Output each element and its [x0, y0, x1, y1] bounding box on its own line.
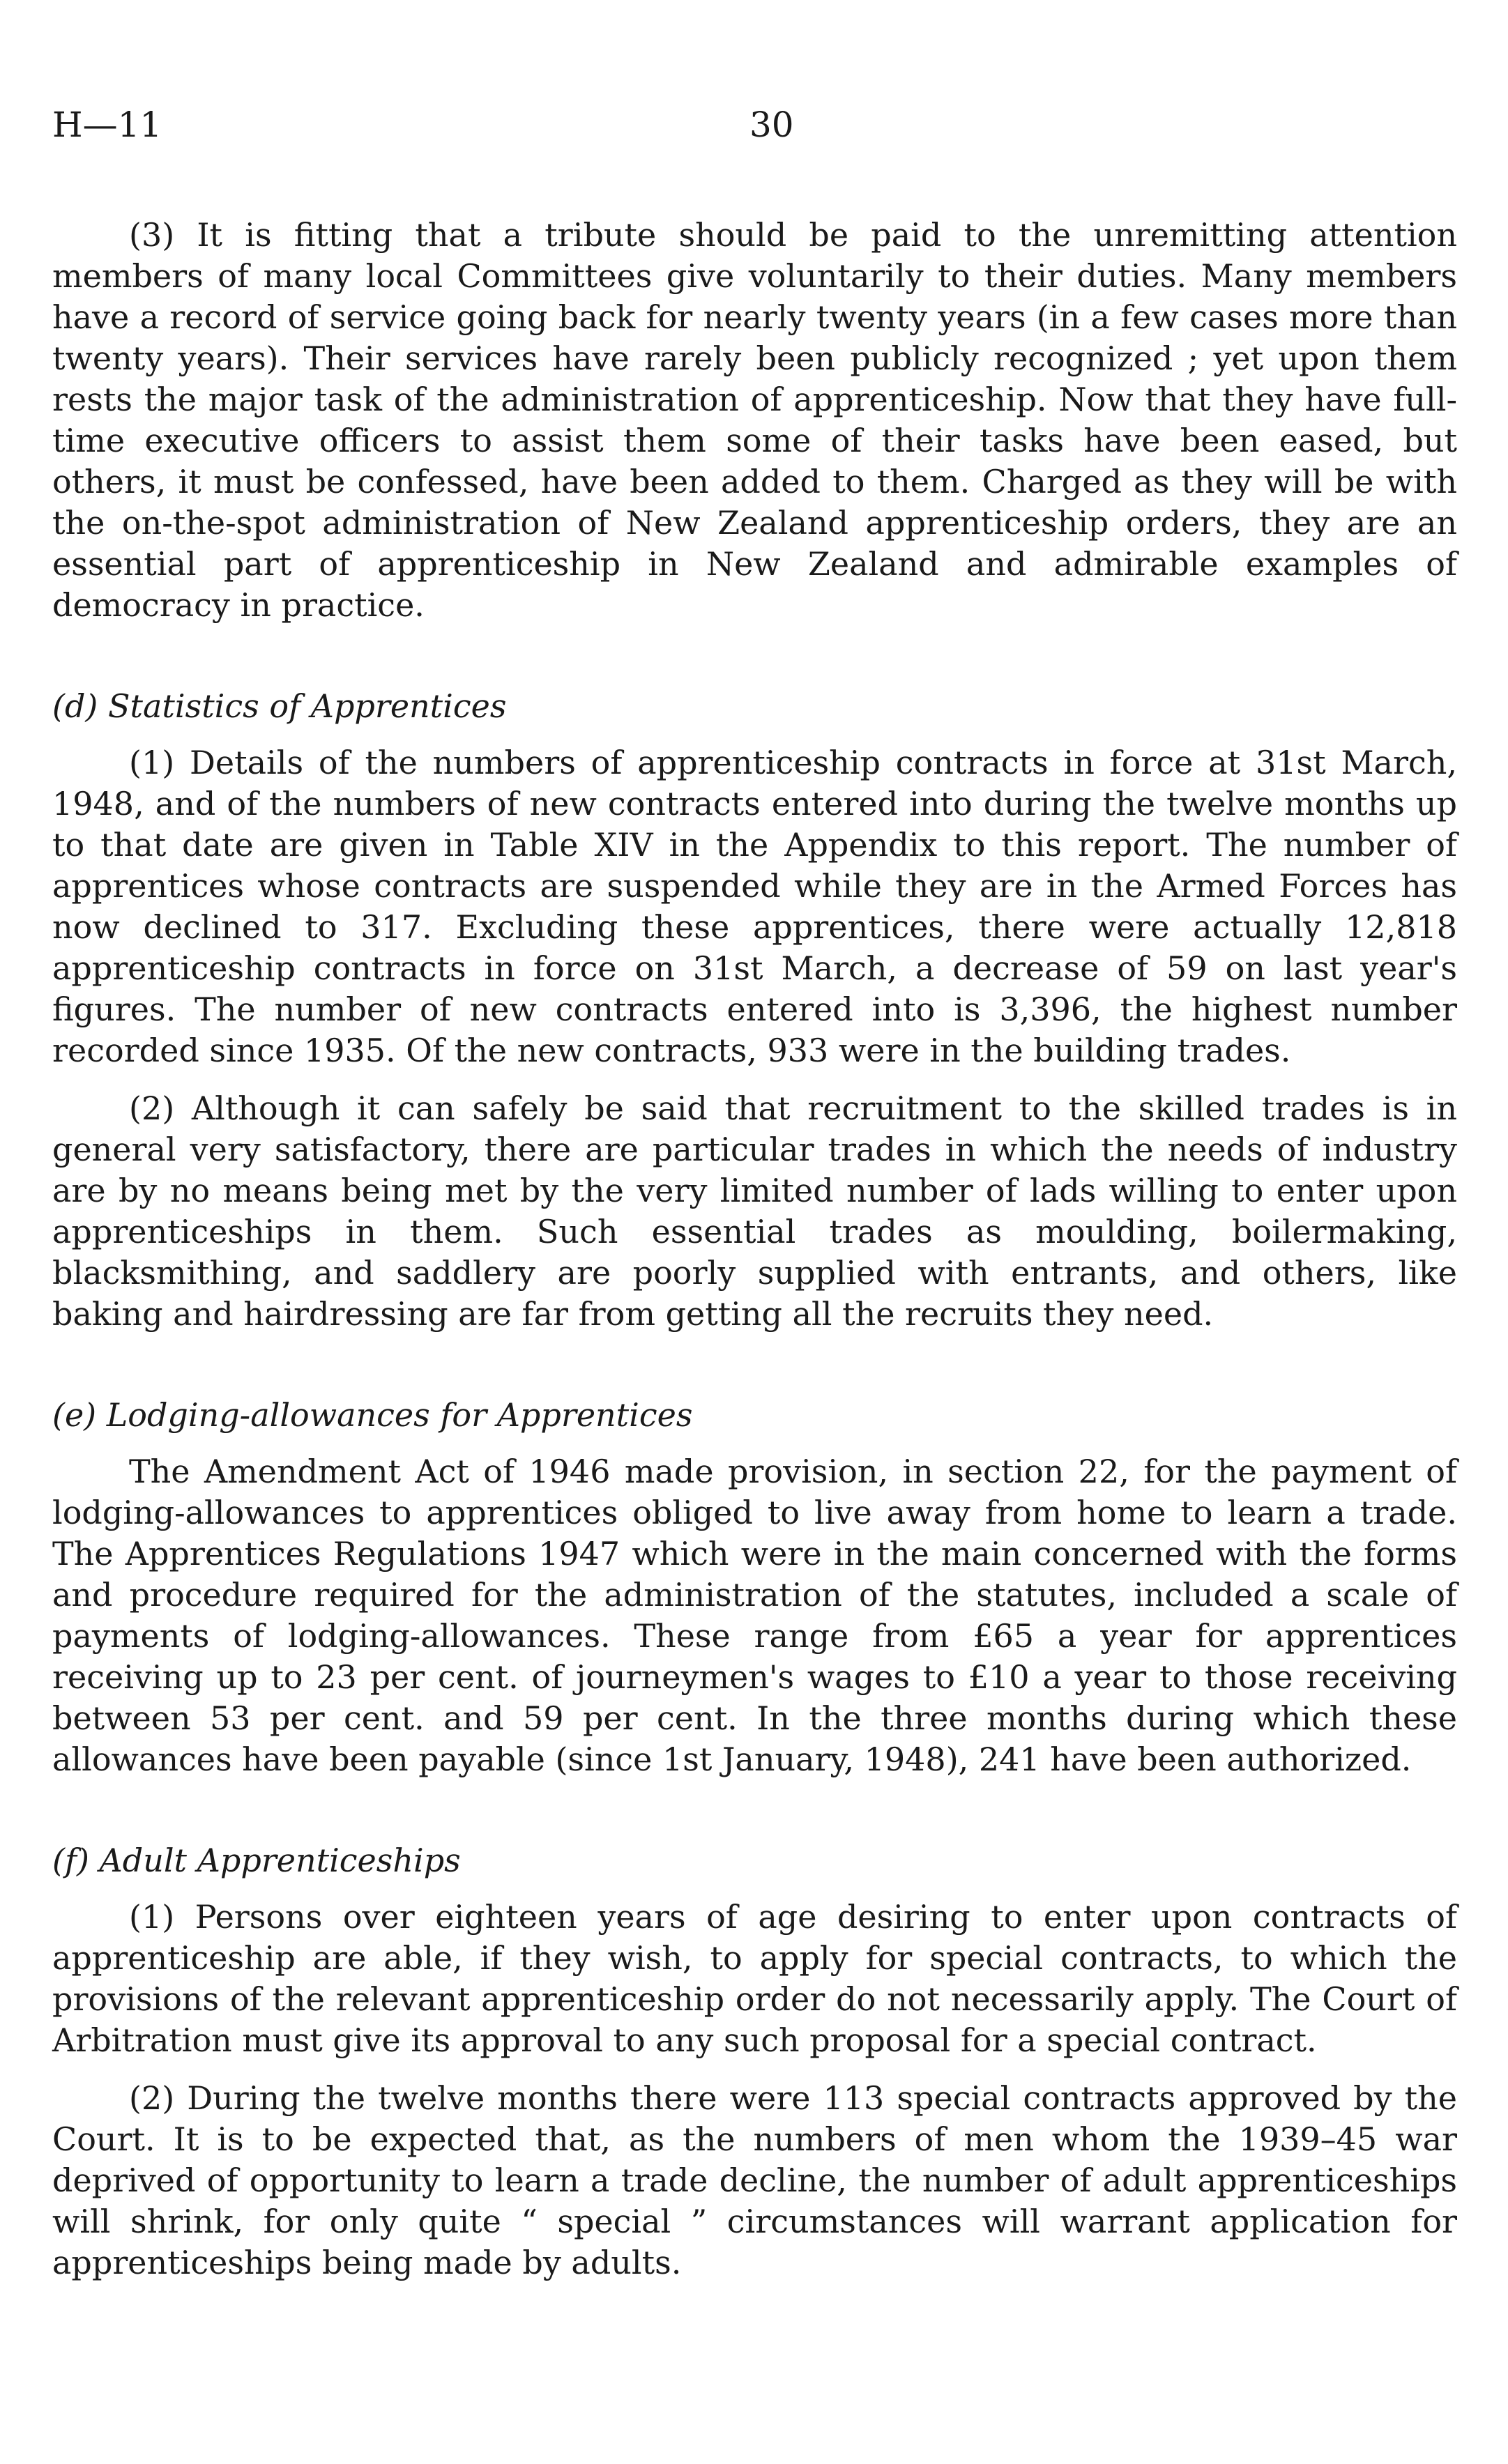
- paragraph-adult-court-approvals: (2) During the twelve months there were 113 special contracts approved by the Court. It is to be expected that, as the numbers of men whom the 1939–45 war deprived of opportunity to learn a trade decline, the number of adult apprenticeships will shrink, for only quite “ special ” circumstances will warrant application for apprenticeships being made by adults.: [52, 2079, 1457, 2281]
- paragraph-statistics-recruitment: (2) Although it can safely be said that recruitment to the skilled trades is in general very satisfactory, there are particular trades in which the needs of industry are by no means being met by the very limited number of lads willing to enter upon apprenticeships in them. Such essential trades as moulding, boilermaking, blacksmithing, and saddlery are poorly supplied with entrants, and others, like baking and hairdressing are far from getting all the recruits they need.: [52, 1089, 1457, 1333]
- paragraph-adult-special-contracts: (1) Persons over eighteen years of age desiring to enter upon contracts of apprenticeship are able, if they wish, to apply for special contracts, to which the provisions of the relevant apprenticeship order do not necessarily apply. The Court of Arbitration must give its approval to any such proposal for a special contract.: [52, 1898, 1457, 2059]
- section-heading-lodging-allowances: (e) Lodging-allowances for Apprentices: [52, 1396, 693, 1434]
- document-page: [52, 105, 1457, 2283]
- paragraph-lodging-allowances: The Amendment Act of 1946 made provision, in section 22, for the payment of lodging-allowances to apprentices obliged to live away from home to learn a trade. The Apprentices Regulations 1947 which were in the main concerned with the forms and procedure required for the administration of the statutes, included a scale of payments of lodging-allowances. These range from £65 a year for apprentices receiving up to 23 per cent. of journeymen's wages to £10 a year to those receiving between 53 per cent. and 59 per cent. In the three months during which these allowances have been payable (since 1st January, 1948), 241 have been authorized.: [52, 1453, 1457, 1778]
- section-heading-adult-apprenticeships: (f) Adult Apprenticeships: [52, 1842, 461, 1879]
- document-reference: H—11: [52, 105, 162, 145]
- paragraph-committees-tribute: (3) It is fitting that a tribute should be paid to the unremitting attention members of many local Committees give voluntarily to their duties. Many members have a record of service going back for nearly twenty years (in a few cases more than twenty years). Their services have rarely been publicly recognized ; yet upon them rests the major task of the administration of apprenticeship. Now that they have full-time executive officers to assist them some of their tasks have been eased, but others, it must be confessed, have been added to them. Charged as they will be with the on-the-spot administration of New Zealand apprenticeship orders, they are an essential part of apprenticeship in New Zealand and admirable examples of democracy in practice.: [52, 216, 1457, 624]
- page-number: 30: [749, 105, 794, 145]
- paragraph-statistics-details: (1) Details of the numbers of apprenticeship contracts in force at 31st March, 1948, and of the numbers of new contracts entered into during the twelve months up to that date are given in Table XIV in the Appendix to this report. The number of apprentices whose contracts are suspended while they are in the Armed Forces has now declined to 317. Excluding these apprentices, there were actually 12,818 apprenticeship contracts in force on 31st March, a decrease of 59 on last year's figures. The number of new contracts entered into is 3,396, the highest number recorded since 1935. Of the new contracts, 933 were in the building trades.: [52, 744, 1457, 1069]
- page-header: [52, 105, 1457, 160]
- section-heading-statistics: (d) Statistics of Apprentices: [52, 687, 507, 725]
